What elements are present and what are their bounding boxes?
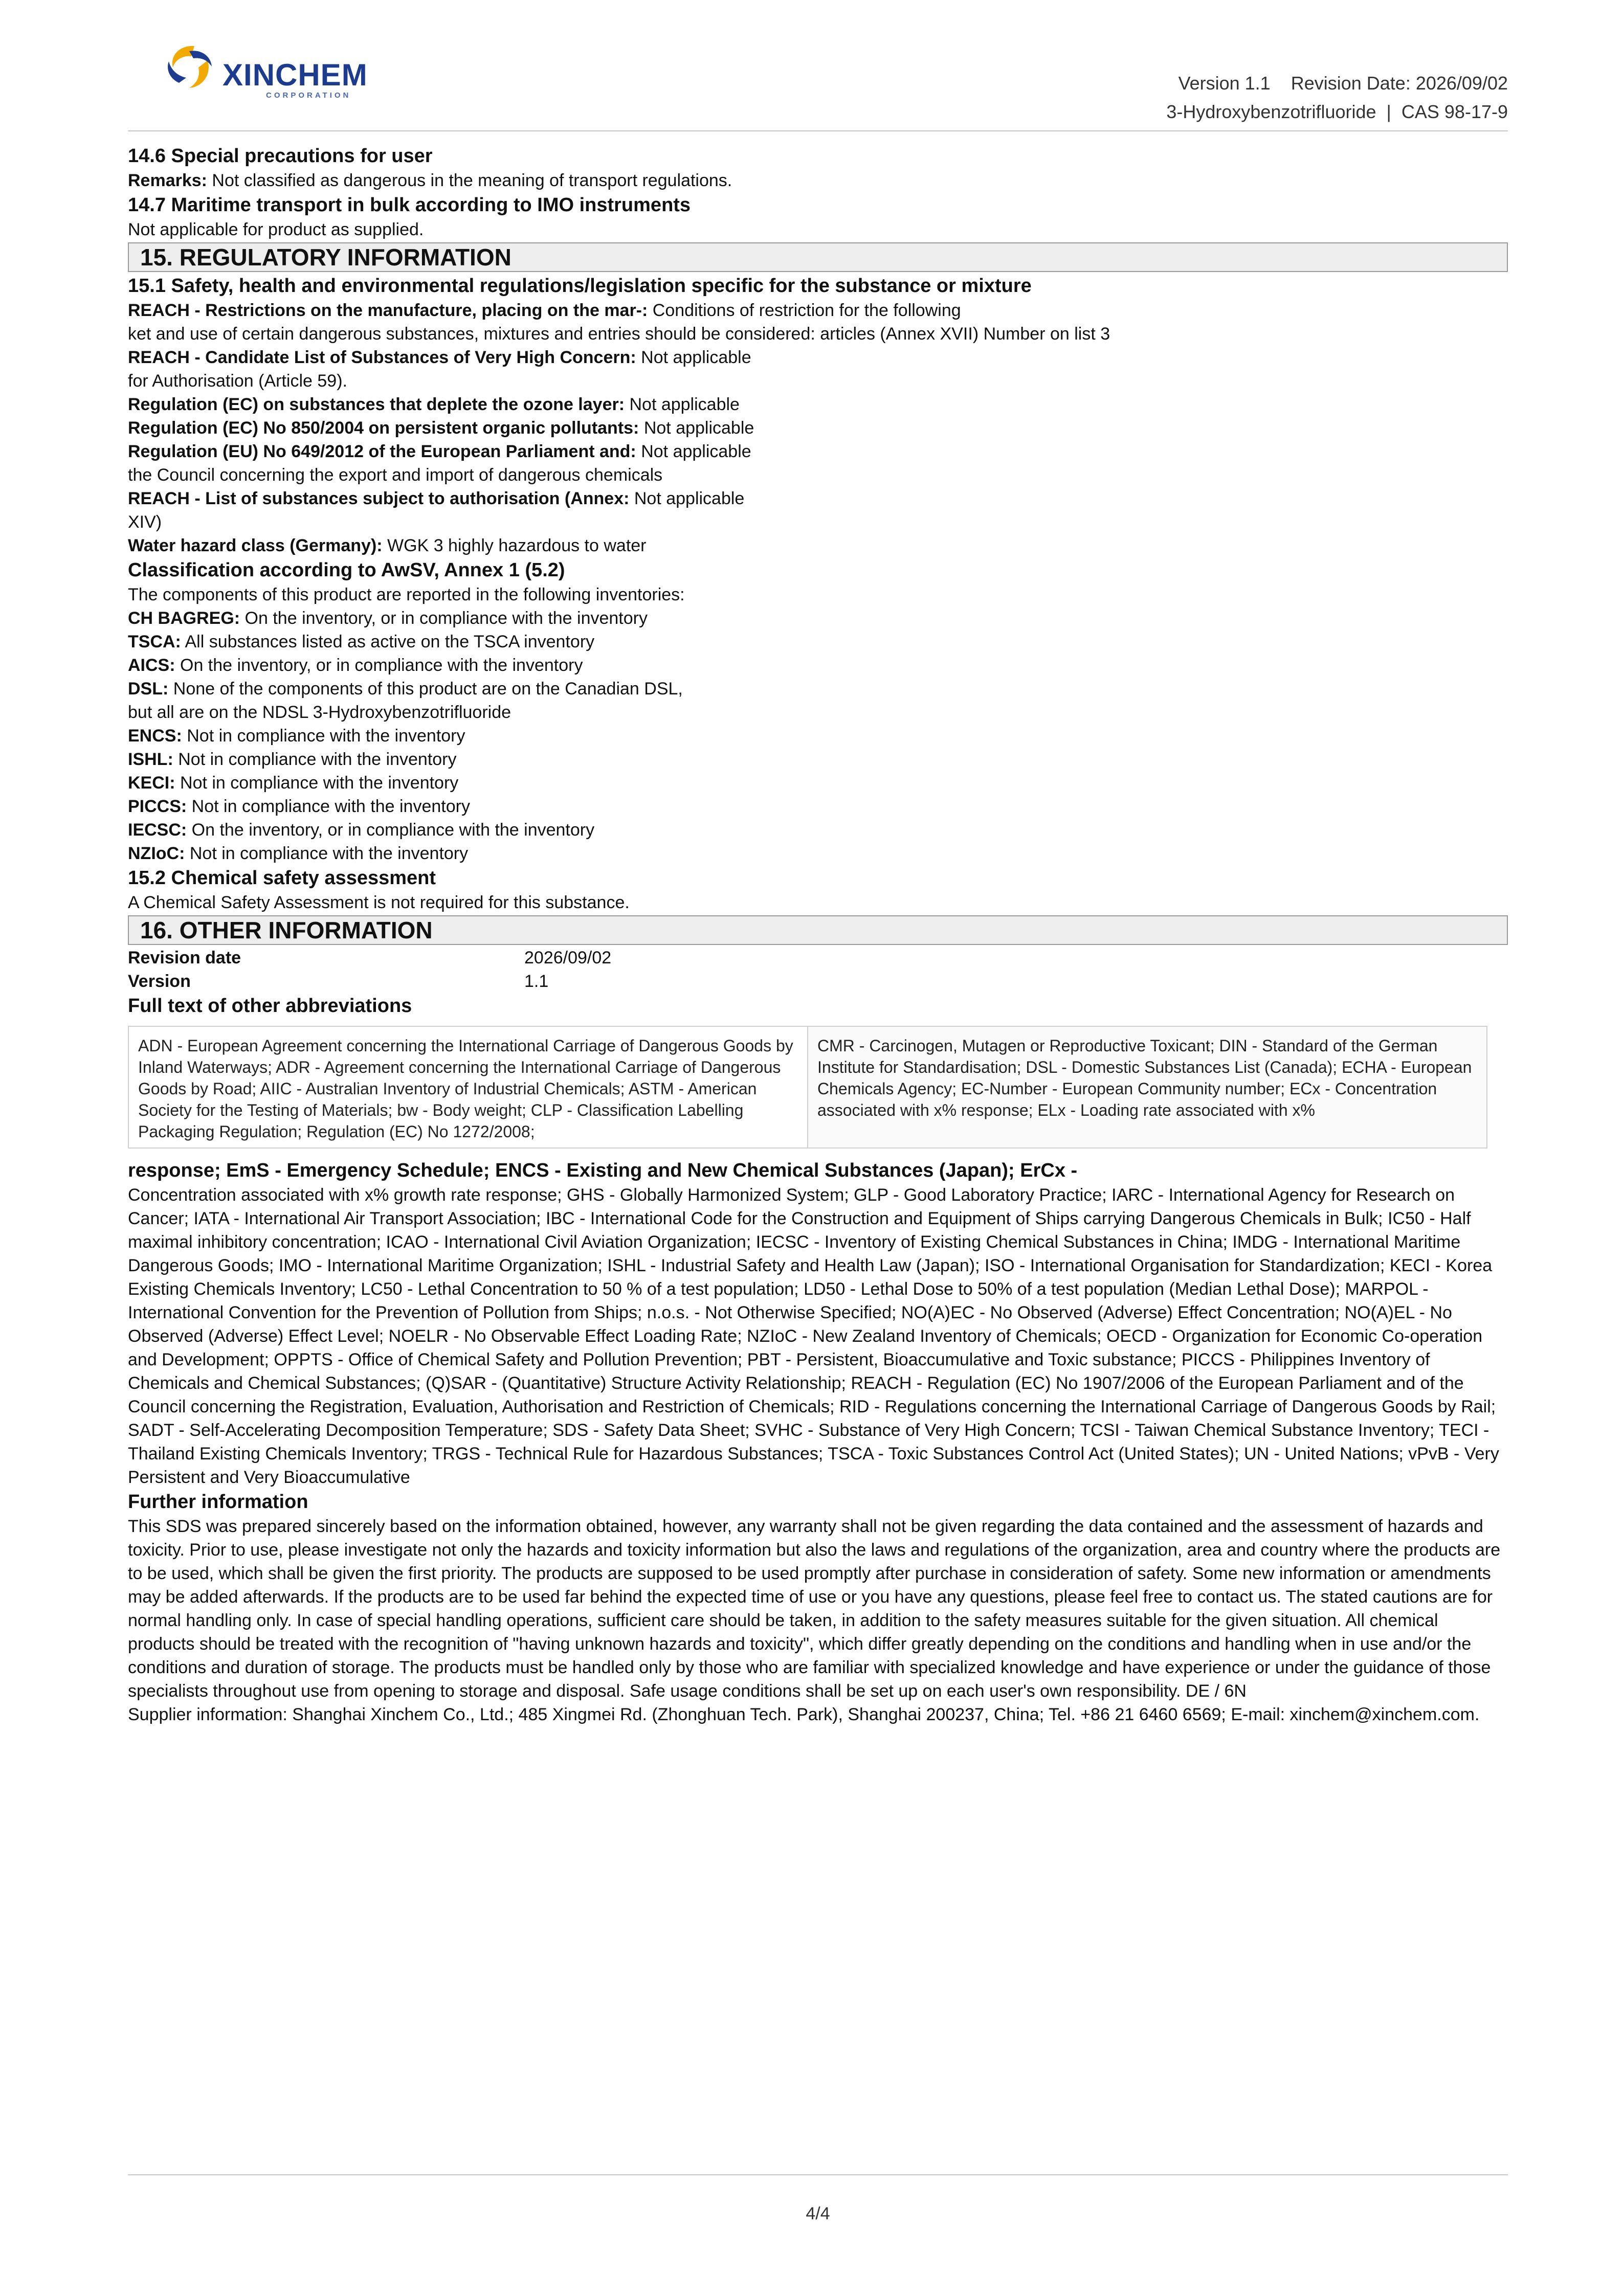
inventory-item: ENCS: Not in compliance with the inventory (128, 726, 465, 746)
reach-restrictions-cont: ket and use of certain dangerous substances, mixtures and entries should be considered: articles (Annex XVII) Number on list 3 (128, 324, 1110, 344)
inventory-item: IECSC: On the inventory, or in compliance with the inventory (128, 820, 595, 840)
dsl-cont: but all are on the NDSL 3-Hydroxybenzotrifluoride (128, 703, 511, 722)
logo-subtitle: CORPORATION (266, 91, 351, 100)
header-meta (1166, 69, 1508, 126)
pop-regulation: Regulation (EC) No 850/2004 on persistent organic pollutants: Not applicable (128, 418, 754, 438)
inventory-item: NZIoC: Not in compliance with the inventory (128, 844, 469, 863)
heading-15-1: 15.1 Safety, health and environmental regulations/legislation specific for the substance or mixture (128, 275, 1032, 297)
abbreviations-right-cell: CMR - Carcinogen, Mutagen or Reproductive Toxicant; DIN - Standard of the German Institute for Standardisation; DSL - Domestic Substances List (Canada); ECHA - European Chemicals Agency; EC-Number - European Community number; ECx - Concentration associated with x% response; ELx - Loading rate associated with x% (807, 1027, 1486, 1147)
pic-regulation-cont: the Council concerning the export and import of dangerous chemicals (128, 465, 663, 485)
abbreviations-heading: Full text of other abbreviations (128, 995, 412, 1017)
revision-date-row: Revision date 2026/09/02 (128, 948, 612, 967)
abbreviations-left-cell: ADN - European Agreement concerning the International Carriage of Dangerous Goods by Inland Waterways; ADR - Agreement concerning the International Carriage of Dangerous Goods by Road; AIIC - Australian Inventory of Industrial Chemicals; ASTM - American Society for the Testing of Materials; bw - Body weight; CLP - Classification Labelling Packaging Regulation; Regulation (EC) No 1272/2008; (138, 1037, 793, 1141)
logo-wordmark: XINCHEM (223, 58, 368, 92)
inventory-item: ISHL: Not in compliance with the inventory (128, 750, 457, 769)
section-15-title: 15. REGULATORY INFORMATION (128, 242, 1508, 272)
abbreviations-table (128, 1026, 1487, 1149)
footer-divider (128, 2174, 1508, 2175)
supplier-info: Supplier information: Shanghai Xinchem Co., Ltd.; 485 Xingmei Rd. (Zhonghuan Tech. Park), Shanghai 200237, China; Tel. +86 21 6460 6569; E-mail: xinchem@xinchem.com. (128, 1705, 1480, 1724)
inventory-item: AICS: On the inventory, or in compliance with the inventory (128, 656, 583, 675)
section-16-title: 16. OTHER INFORMATION (128, 915, 1508, 945)
xinchem-logo (159, 31, 373, 107)
heading-14-7: 14.7 Maritime transport in bulk according to IMO instruments (128, 194, 691, 216)
reach-authorisation-cont: XIV) (128, 512, 162, 532)
inventory-item: KECI: Not in compliance with the inventory (128, 773, 459, 793)
inventory-intro: The components of this product are reported in the following inventories: (128, 585, 685, 604)
pic-regulation: Regulation (EU) No 649/2012 of the European Parliament and: Not applicable (128, 442, 751, 461)
page-number: 4/4 (806, 2204, 830, 2223)
inventory-item: CH BAGREG: On the inventory, or in compliance with the inventory (128, 609, 648, 628)
heading-14-6: 14.6 Special precautions for user (128, 145, 433, 167)
version-row: Version 1.1 (128, 972, 549, 991)
further-info-text: This SDS was prepared sincerely based on the information obtained, however, any warranty shall not be given regarding the data contained and the assessment of hazards and toxicity. Prior to use, please investigate not only the hazards and toxicity information but also the laws and regulations of the organization, area and country where the products are to be used, which shall be given the first priority. The products are supposed to be used promptly after purchase in consideration of safety. Some new information or amendments may be added afterwards. If the products are to be used far behind the expected time of use or you have any questions, please feel free to contact us. The stated cautions are for normal handling only. In case of special handling operations, sufficient care should be taken, in addition to the safety measures suitable for the given situation. All chemical products should be treated with the recognition of "having unknown hazards and toxicity", which differ greatly depending on the conditions and handling when in use and/or the conditions and duration of storage. The products must be handled only by those who are familiar with specialized knowledge and have experience or under the guidance of those specialists throughout use from opening to storage and disposal. Safe usage conditions shall be set up on each user's own responsibility. DE / 6N (128, 1517, 1501, 1701)
abbreviations-cont-heading: response; EmS - Emergency Schedule; ENCS - Existing and New Chemical Substances (Japan); ErCx - (128, 1160, 1078, 1181)
reach-svhc: REACH - Candidate List of Substances of Very High Concern: Not applicable (128, 348, 751, 367)
imo-text: Not applicable for product as supplied. (128, 220, 424, 239)
abbreviations-cont: Concentration associated with x% growth rate response; GHS - Globally Harmonized System; GLP - Good Laboratory Practice; IARC - International Agency for Research on Cancer; IATA - International Air Transport Association; IBC - International Code for the Construction and Equipment of Ships carrying Dangerous Chemicals in Bulk; IC50 - Half maximal inhibitory concentration; ICAO - International Civil Aviation Organization; IECSC - Inventory of Existing Chemical Substances in China; IMDG - International Maritime Dangerous Goods; IMO - International Maritime Organization; ISHL - Industrial Safety and Health Law (Japan); ISO - International Organisation for Standardization; KECI - Korea Existing Chemicals Inventory; LC50 - Lethal Concentration to 50 % of a test population; LD50 - Lethal Dose to 50% of a test population (Median Lethal Dose); MARPOL - International Convention for the Prevention of Pollution from Ships; n.o.s. - Not Otherwise Specified; NO(A)EC - No Observed (Adverse) Effect Concentration; NO(A)EL - No Observed (Adverse) Effect Level; NOELR - No Observable Effect Loading Rate; NZIoC - New Zealand Inventory of Chemicals; OECD - Organization for Economic Co-operation and Development; OPPTS - Office of Chemical Safety and Pollution Prevention; PBT - Persistent, Bioaccumulative and Toxic substance; PICCS - Philippines Inventory of Chemicals and Chemical Substances; (Q)SAR - (Quantitative) Structure Activity Relationship; REACH - Regulation (EC) No 1907/2006 of the European Parliament and of the Council concerning the Registration, Evaluation, Authorisation and Restriction of Chemicals; RID - Regulations concerning the International Carriage of Dangerous Goods by Rail; SADT - Self-Accelerating Decomposition Temperature; SDS - Safety Data Sheet; SVHC - Substance of Very High Concern; TCSI - Taiwan Chemical Substance Inventory; TECI - Thailand Existing Chemicals Inventory; TRGS - Technical Rule for Hazardous Substances; TSCA - Toxic Substances Control Act (United States); UN - United Nations; vPvB - Very Persistent and Very Bioaccumulative (128, 1185, 1499, 1487)
ozone-regulation: Regulation (EC) on substances that deplete the ozone layer: Not applicable (128, 395, 740, 414)
csa-text: A Chemical Safety Assessment is not required for this substance. (128, 893, 630, 912)
reach-svhc-cont: for Authorisation (Article 59). (128, 371, 347, 391)
document-body (128, 143, 1508, 1726)
water-hazard-class: Water hazard class (Germany): WGK 3 highly hazardous to water (128, 536, 647, 555)
reach-authorisation: REACH - List of substances subject to authorisation (Annex: Not applicable (128, 489, 745, 508)
product-line: 3-Hydroxybenzotrifluoride | CAS 98-17-9 (1166, 101, 1508, 122)
further-info-heading: Further information (128, 1491, 308, 1513)
remarks-line: Remarks: Not classified as dangerous in the meaning of transport regulations. (128, 171, 732, 190)
page-header (128, 20, 1508, 131)
awsv-heading: Classification according to AwSV, Annex 1 (5.2) (128, 559, 565, 581)
inventory-item: DSL: None of the components of this product are on the Canadian DSL, (128, 679, 683, 699)
version-line: Version 1.1 Revision Date: 2026/09/02 (1178, 73, 1508, 94)
heading-15-2: 15.2 Chemical safety assessment (128, 867, 436, 889)
reach-restrictions: REACH - Restrictions on the manufacture, placing on the mar-: Conditions of restriction for the following (128, 301, 961, 320)
inventory-item: TSCA: All substances listed as active on the TSCA inventory (128, 632, 595, 651)
inventory-item: PICCS: Not in compliance with the inventory (128, 797, 470, 816)
logo-swirl-icon (159, 36, 225, 102)
